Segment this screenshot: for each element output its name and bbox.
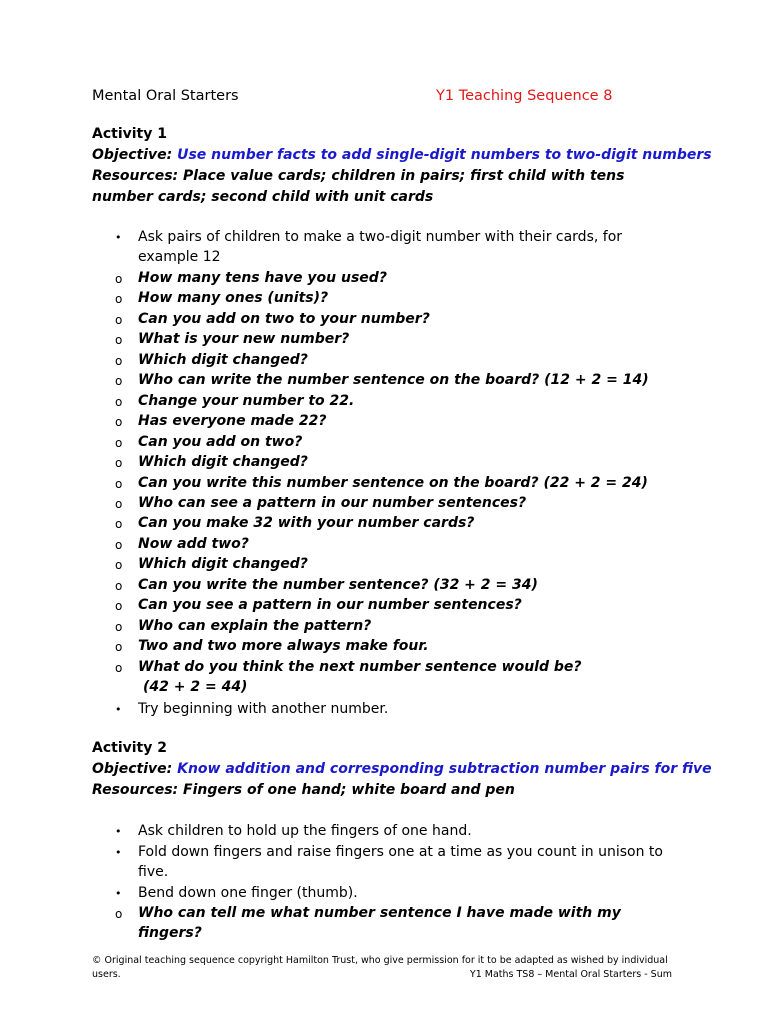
list-item-text: Can you make 32 with your number cards? xyxy=(138,515,475,532)
list-item-text: Which digit changed? xyxy=(138,351,308,368)
list-item-text: Can you see a pattern in our number sentences? xyxy=(138,597,522,614)
activity-1-resources xyxy=(92,166,652,208)
bullet-marker: • xyxy=(115,231,122,244)
list-item-text: Change your number to 22. xyxy=(138,392,355,409)
resources-text: Place value cards; children in pairs; first child with tens number cards; second child with unit cards xyxy=(92,168,625,205)
footer-copyright: © Original teaching sequence copyright Hamilton Trust, who give permission for it to be adapted as wished by individual xyxy=(92,955,668,966)
circle-marker: o xyxy=(115,907,123,921)
list-item-text: Can you add on two? xyxy=(138,433,303,450)
page-header xyxy=(92,88,708,110)
list-item-text: Has everyone made 22? xyxy=(138,413,327,430)
list-item-text: Who can see a pattern in our number sentences? xyxy=(138,494,527,511)
list-item-text: Bend down one finger (thumb). xyxy=(138,885,358,901)
circle-marker: o xyxy=(115,415,123,430)
activity-2-objective xyxy=(92,761,712,777)
list-item-text: Can you write this number sentence on the board? (22 + 2 = 24) xyxy=(138,474,648,491)
list-item-text: Can you write the number sentence? (32 + 2 = 34) xyxy=(138,576,538,593)
objective-text: Know addition and corresponding subtraction number pairs for five xyxy=(177,761,712,777)
list-item-text: Fold down fingers and raise fingers one at a time as you count in unison to five. xyxy=(138,844,663,881)
footer-doc-title: Y1 Maths TS8 – Mental Oral Starters - Sum xyxy=(469,969,672,980)
header-title: Mental Oral Starters xyxy=(92,88,239,104)
activity-2-resources xyxy=(92,780,652,801)
circle-marker: o xyxy=(115,578,123,593)
list-item-text: Ask children to hold up the fingers of one hand. xyxy=(138,823,472,839)
activity-1-heading: Activity 1 xyxy=(92,126,167,142)
circle-marker: o xyxy=(115,353,123,368)
circle-marker: o xyxy=(115,558,123,573)
resources-label: Resources: xyxy=(92,782,179,798)
circle-marker: o xyxy=(115,312,123,327)
list-item-text: Which digit changed? xyxy=(138,454,308,471)
list-item-text: Which digit changed? xyxy=(138,556,308,573)
list-item-text: What do you think the next number sentence would be? xyxy=(138,658,582,675)
list-item-text: Ask pairs of children to make a two-digit number with their cards, for example 12 xyxy=(138,229,623,266)
circle-marker: o xyxy=(115,640,123,655)
objective-text: Use number facts to add single-digit numbers to two-digit numbers xyxy=(177,147,712,163)
circle-marker: o xyxy=(115,496,123,511)
circle-marker: o xyxy=(115,374,123,389)
header-sequence: Y1 Teaching Sequence 8 xyxy=(436,88,613,104)
list-item-text: Who can write the number sentence on the board? (12 + 2 = 14) xyxy=(138,372,649,389)
list-item-text: Who can explain the pattern? xyxy=(138,617,372,634)
circle-marker: o xyxy=(115,456,123,471)
circle-marker: o xyxy=(115,599,123,614)
list-item-text: What is your new number? xyxy=(138,331,350,348)
circle-marker: o xyxy=(115,537,123,552)
activity-1-objective xyxy=(92,147,712,163)
number-sentence-continuation: (42 + 2 = 44) xyxy=(143,679,248,695)
page-footer xyxy=(92,954,672,982)
objective-label: Objective: xyxy=(92,147,173,163)
footer-users: users. xyxy=(92,969,121,980)
resources-label: Resources: xyxy=(92,168,179,184)
circle-marker: o xyxy=(115,619,123,634)
list-item-text: How many ones (units)? xyxy=(138,290,329,307)
list-item-text: Can you add on two to your number? xyxy=(138,310,430,327)
circle-marker: o xyxy=(115,476,123,491)
bullet-marker: • xyxy=(115,825,122,838)
list-item-text: Now add two? xyxy=(138,535,249,552)
circle-marker: o xyxy=(115,660,123,675)
circle-marker: o xyxy=(115,333,123,348)
circle-marker: o xyxy=(115,435,123,450)
bullet-marker: • xyxy=(115,887,122,900)
list-item-text: How many tens have you used? xyxy=(138,270,387,286)
circle-marker: o xyxy=(115,292,123,307)
list-item-text: Two and two more always make four. xyxy=(138,638,429,655)
resources-text: Fingers of one hand; white board and pen xyxy=(183,782,515,798)
circle-marker: o xyxy=(115,517,123,532)
footer-line-2 xyxy=(92,968,672,982)
bullet-marker: • xyxy=(115,846,122,859)
list-item-text: Who can tell me what number sentence I have made with my fingers? xyxy=(138,905,621,942)
list-item-text: Try beginning with another number. xyxy=(138,701,389,717)
circle-marker: o xyxy=(115,272,123,286)
activity-2-heading: Activity 2 xyxy=(92,740,167,756)
objective-label: Objective: xyxy=(92,761,173,777)
circle-marker: o xyxy=(115,394,123,409)
bullet-marker: • xyxy=(115,703,122,716)
